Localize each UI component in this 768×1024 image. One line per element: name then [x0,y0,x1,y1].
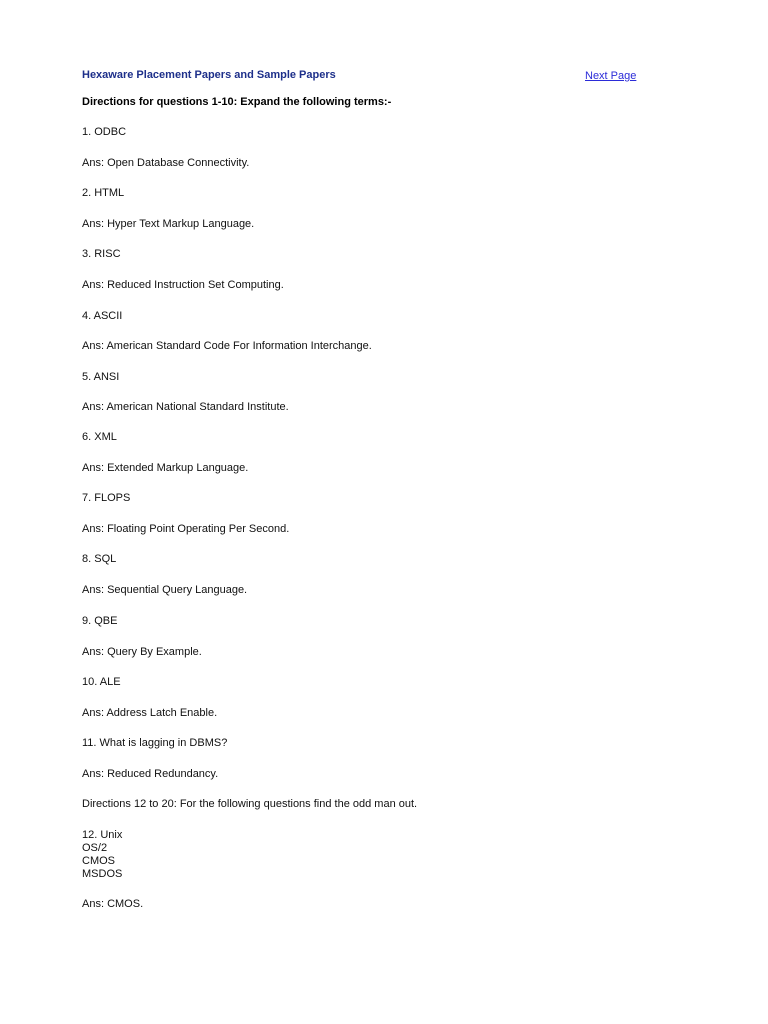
directions-heading: Directions for questions 1-10: Expand the following terms:- [82,96,392,108]
answer-text: Ans: American Standard Code For Information Interchange. [82,340,372,352]
question-text: 5. ANSI [82,371,120,383]
question-text: 2. HTML [82,187,125,199]
option-text: MSDOS [82,868,123,880]
question-text: 1. ODBC [82,126,127,138]
answer-text: Ans: Floating Point Operating Per Second. [82,523,290,535]
answer-text: Ans: Open Database Connectivity. [82,157,250,169]
question-text: 11. What is lagging in DBMS? [82,737,228,749]
answer-text: Ans: CMOS. [82,898,144,910]
answer-text: Ans: Hyper Text Markup Language. [82,218,255,230]
question-text: 6. XML [82,431,117,443]
page-title: Hexaware Placement Papers and Sample Papers [82,69,336,81]
question-text: 9. QBE [82,615,118,627]
answer-text: Ans: Address Latch Enable. [82,707,218,719]
next-page-link[interactable]: Next Page [585,70,637,82]
question-text: 4. ASCII [82,310,123,322]
answer-text: Ans: Extended Markup Language. [82,462,249,474]
question-text: 7. FLOPS [82,492,131,504]
answer-text: Ans: Query By Example. [82,646,202,658]
question-text: 3. RISC [82,248,121,260]
question-text: 10. ALE [82,676,121,688]
answer-text: Ans: Reduced Instruction Set Computing. [82,279,284,291]
option-text: CMOS [82,855,115,867]
directions-text: Directions 12 to 20: For the following questions find the odd man out. [82,798,418,810]
question-options [82,829,122,881]
answer-text: Ans: Sequential Query Language. [82,584,248,596]
question-text: 8. SQL [82,553,117,565]
answer-text: Ans: American National Standard Institute. [82,401,289,413]
question-text: 12. Unix [82,829,123,841]
option-text: OS/2 [82,842,108,854]
answer-text: Ans: Reduced Redundancy. [82,768,219,780]
